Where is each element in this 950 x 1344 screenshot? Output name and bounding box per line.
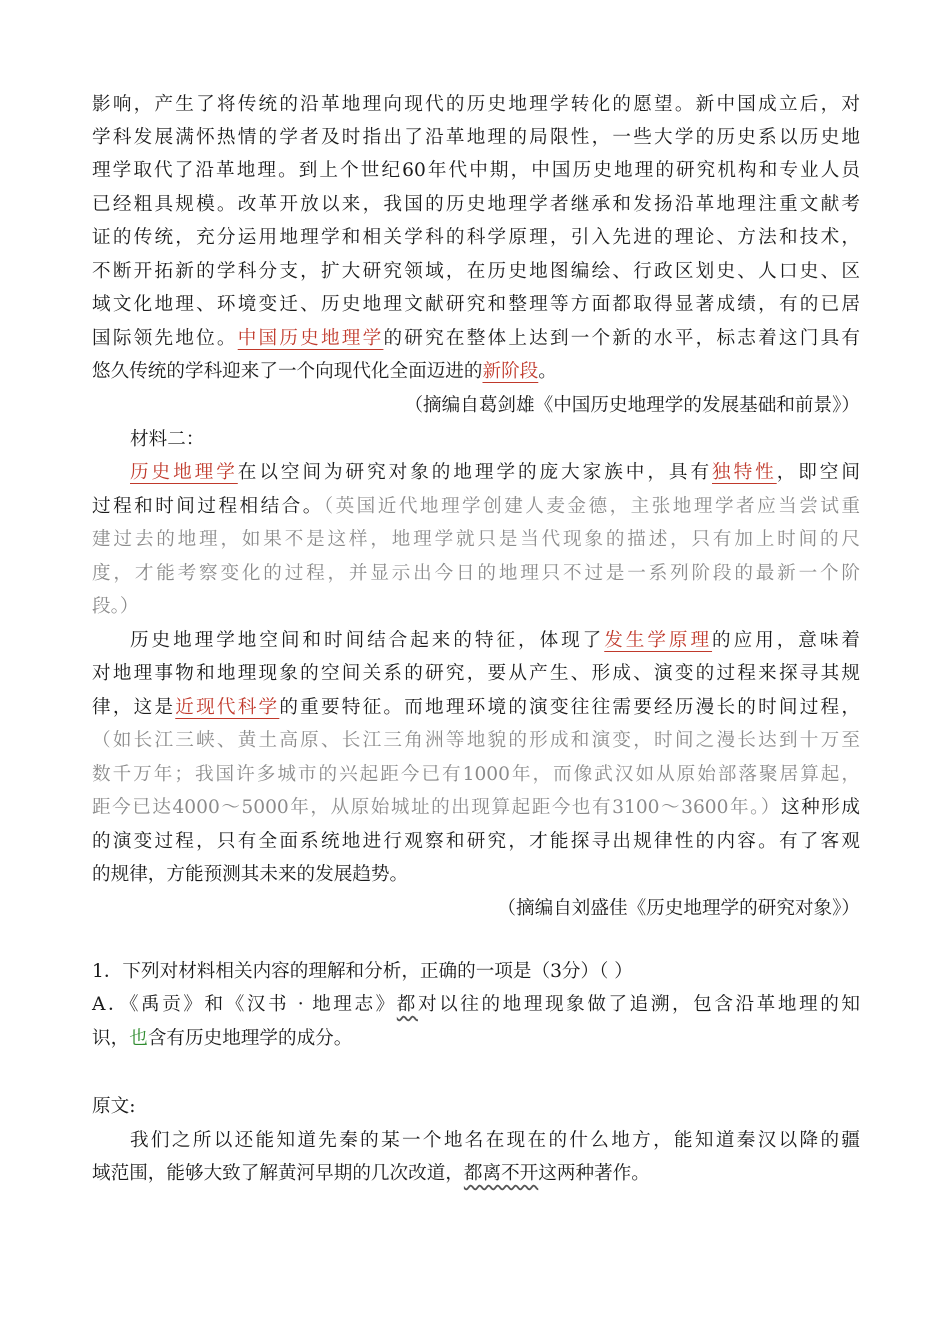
material2-heading: 材料二：	[130, 429, 205, 450]
option-a-line-2: 识，也含有历史地理学的成分。	[92, 1028, 353, 1049]
material2-source: （摘编自刘盛佳《历史地理学的研究对象》）	[497, 898, 860, 919]
passage1-line-7: 域文化地理、环境变迁、历史地理文献研究和整理等方面都取得显著成绩，有的已居	[92, 294, 860, 315]
highlight-term: 发生学原理	[604, 630, 713, 651]
passage1-line-2: 学科发展满怀热情的学者及时指出了沿革地理的局限性，一些大学的历史系以历史地	[92, 127, 860, 148]
material2-p1-line-5: 段。）	[92, 596, 139, 617]
passage1-source: （摘编自葛剑雄《中国历史地理学的发展基础和前景》）	[404, 395, 860, 416]
material2-p1-line-2: 过程和时间过程相结合。（英国近代地理学创建人麦金德，主张地理学者应当尝试重	[92, 496, 860, 517]
passage1-line-8: 国际领先地位。中国历史地理学的研究在整体上达到一个新的水平，标志着这门具有	[92, 328, 860, 349]
material2-p2-line-5: 数千万年；我国许多城市的兴起距今已有1000年，而像武汉如从原始部落聚居算起，	[92, 764, 860, 785]
material2-p2-line-6: 距今已达4000～5000年，从原始城址的出现算起距今也有3100～3600年。）这种形成	[92, 797, 860, 818]
passage1-line-5: 证的传统，充分运用地理学和相关学科的科学原理，引入先进的理论、方法和技术，	[92, 227, 860, 248]
material2-p1-line-3: 建过去的地理，如果不是这样，地理学就只是当代现象的描述，只有加上时间的尺	[92, 529, 860, 550]
material2-p2-line-8: 的规律，方能预测其未来的发展趋势。	[92, 864, 409, 885]
passage1-line-9: 悠久传统的学科迎来了一个向现代化全面迈进的新阶段。	[92, 361, 557, 382]
original-line-2: 域范围，能够大致了解黄河早期的几次改道，都离不开这两种著作。	[92, 1163, 650, 1184]
highlight-term: 新阶段	[482, 361, 539, 382]
option-a-line-1: A．《禹贡》和《汉书 · 地理志》都对以往的地理现象做了追溯，包含沿革地理的知	[92, 994, 860, 1015]
material2-p1-line-4: 度，才能考察变化的过程，并显示出今日的地理只不过是一系列阶段的最新一个阶	[92, 563, 860, 584]
material2-p1-line-1: 历史地理学在以空间为研究对象的地理学的庞大家族中，具有独特性，即空间	[130, 462, 860, 483]
question-stem: 1．下列对材料相关内容的理解和分析，正确的一项是（3分）（ ）	[92, 961, 633, 982]
wavy-mark: 都	[396, 994, 418, 1015]
highlight-term: 历史地理学	[130, 462, 238, 483]
highlight-term: 中国历史地理学	[237, 328, 384, 349]
material2-p2-line-7: 的演变过程，只有全面系统地进行观察和研究，才能探寻出规律性的内容。有了客观	[92, 831, 860, 852]
material2-p2-line-1: 历史地理学地空间和时间结合起来的特征，体现了发生学原理的应用，意味着	[130, 630, 860, 651]
original-label: 原文:	[92, 1096, 136, 1117]
wavy-mark: 都离不开	[463, 1163, 539, 1184]
passage1-line-6: 不断开拓新的学科分支，扩大研究领域，在历史地图编绘、行政区划史、人口史、区	[92, 261, 860, 282]
passage1-line-1: 影响，产生了将传统的沿革地理向现代的历史地理学转化的愿望。新中国成立后，对	[92, 94, 860, 115]
material2-p2-line-4: （如长江三峡、黄土高原、长江三角洲等地貌的形成和演变，时间之漫长达到十万至	[92, 730, 860, 751]
passage1-line-4: 已经粗具规模。改革开放以来，我国的历史地理学者继承和发扬沿革地理注重文献考	[92, 194, 860, 215]
material2-p2-line-2: 对地理事物和地理现象的空间关系的研究，要从产生、形成、演变的过程来探寻其规	[92, 663, 860, 684]
highlight-term: 独特性	[712, 462, 777, 483]
passage1-line-3: 理学取代了沿革地理。到上个世纪60年代中期，中国历史地理的研究机构和专业人员	[92, 160, 860, 181]
green-mark: 也	[129, 1028, 148, 1049]
highlight-term: 近现代科学	[175, 697, 280, 718]
original-line-1: 我们之所以还能知道先秦的某一个地名在现在的什么地方，能知道秦汉以降的疆	[130, 1130, 860, 1151]
material2-p2-line-3: 律，这是近现代科学的重要特征。而地理环境的演变往往需要经历漫长的时间过程，	[92, 697, 860, 718]
